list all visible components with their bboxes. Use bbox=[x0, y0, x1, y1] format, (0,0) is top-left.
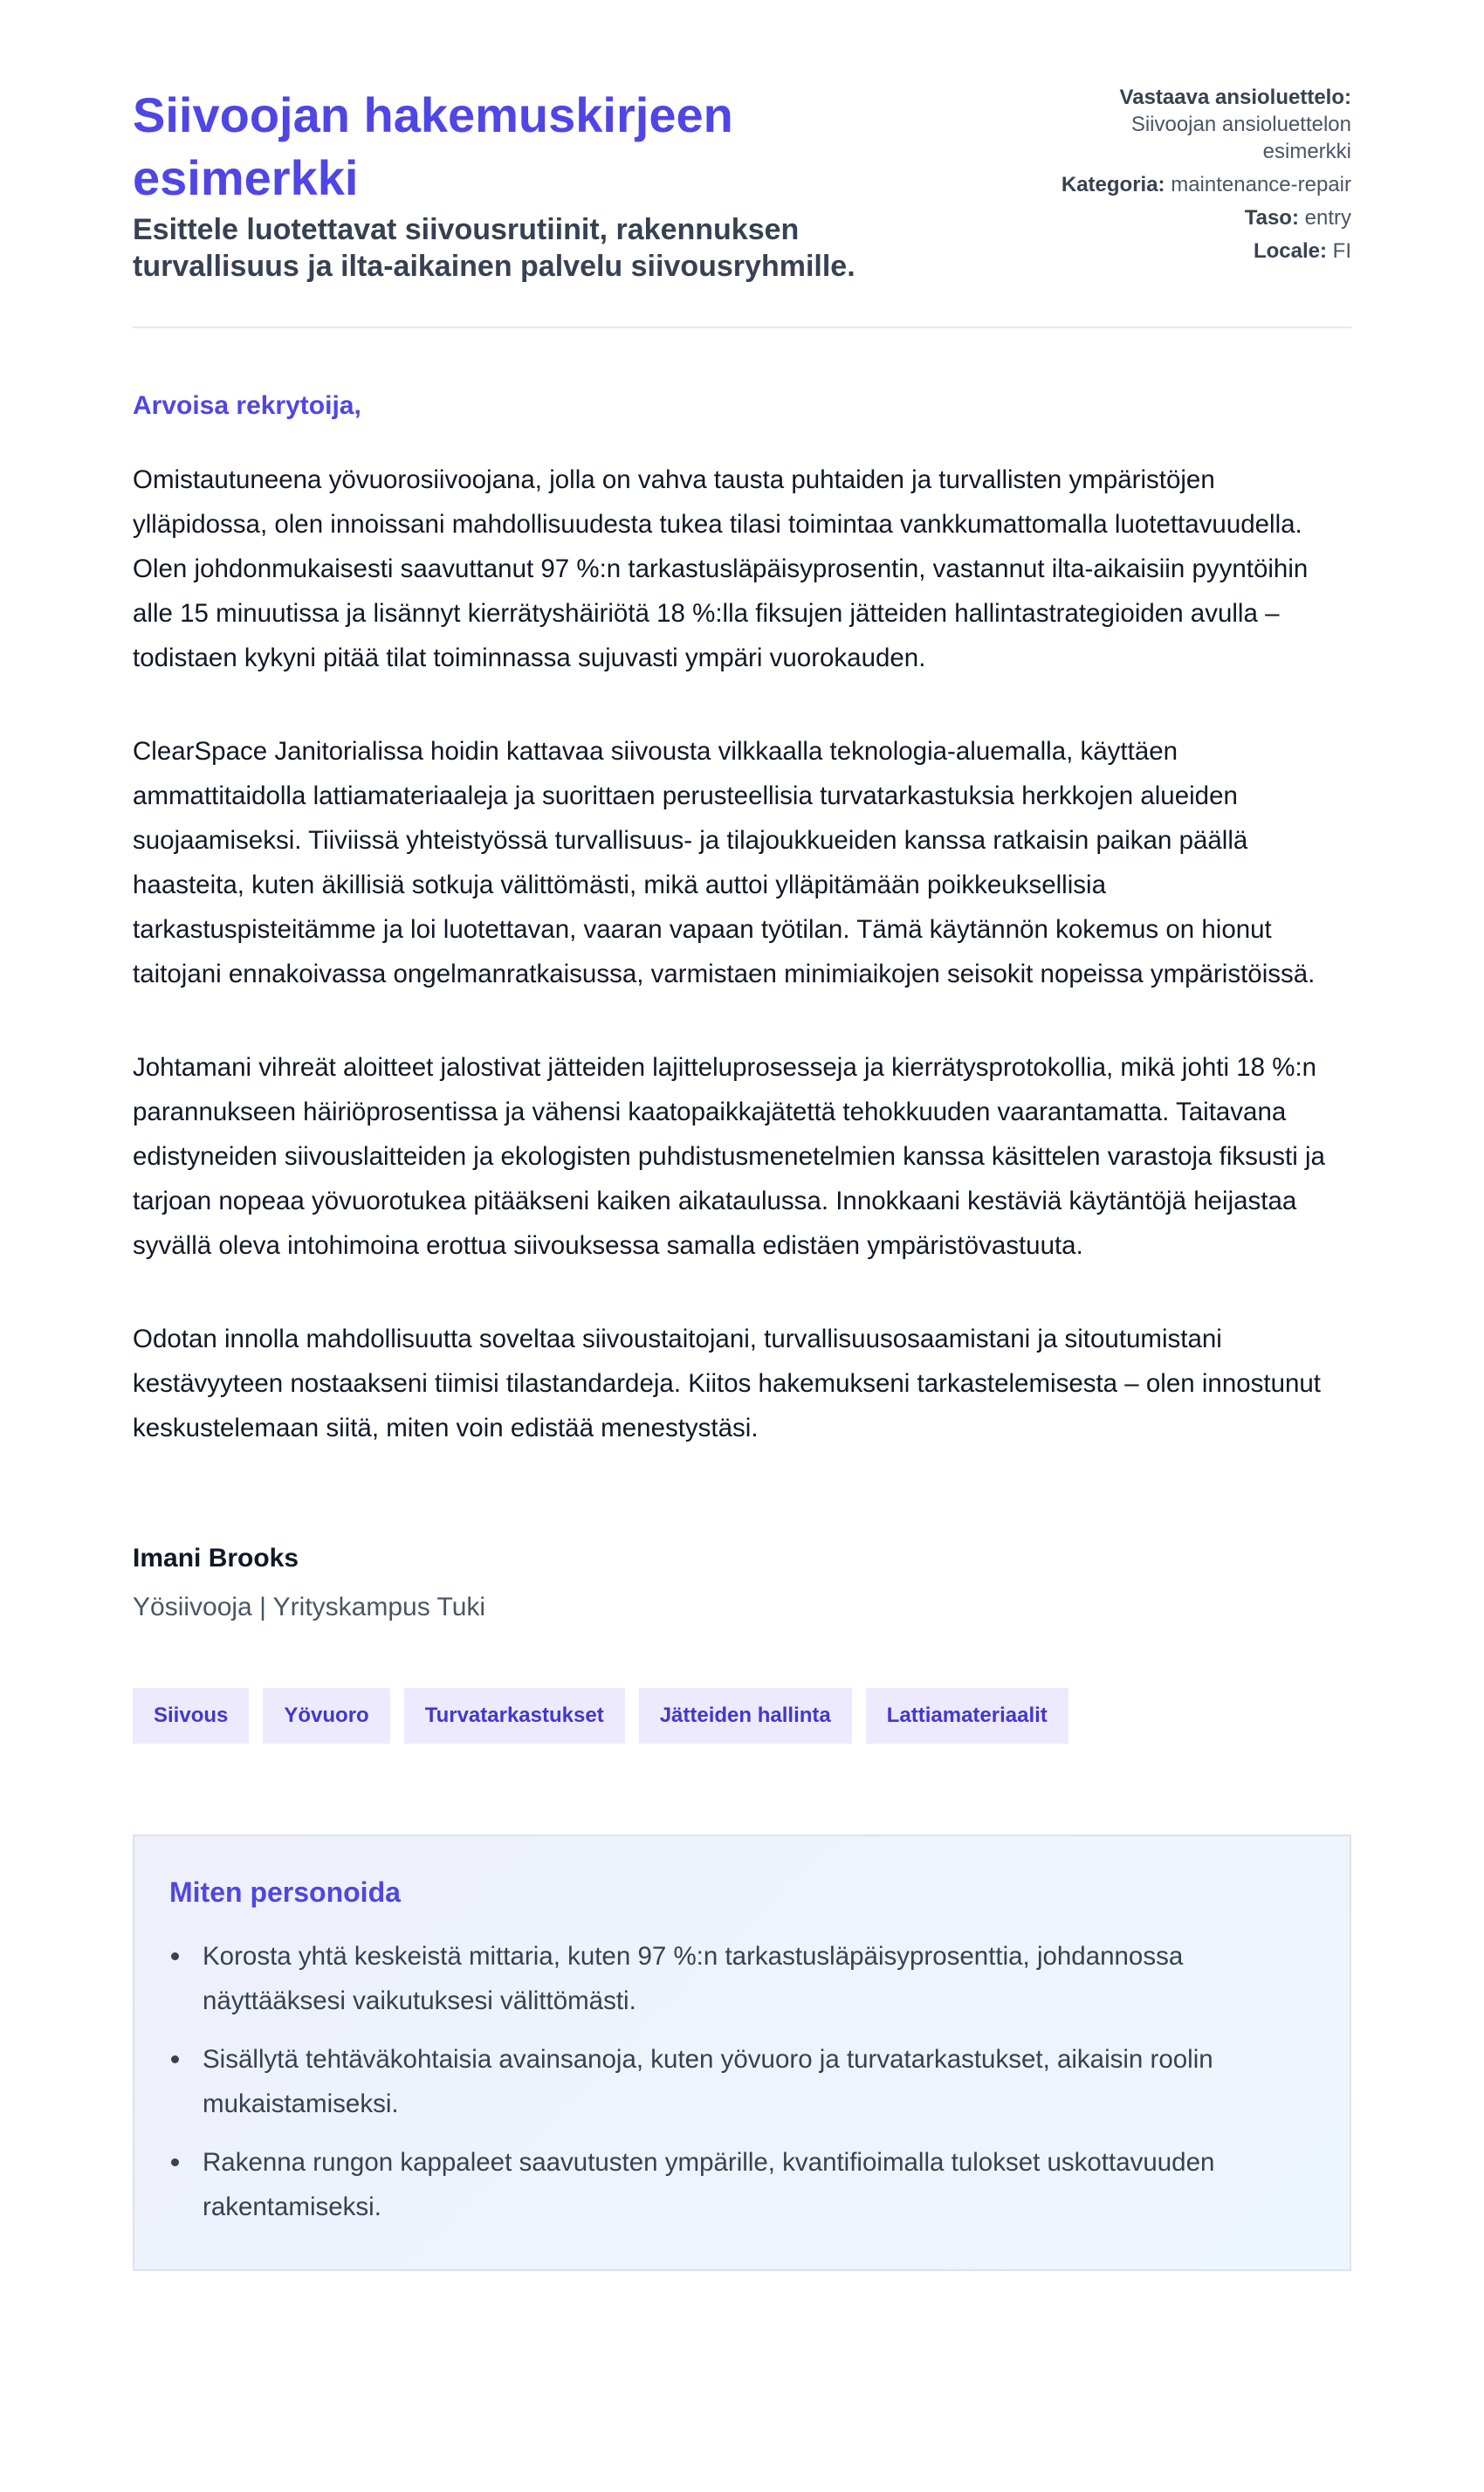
meta-category-label: Kategoria: bbox=[1061, 173, 1165, 196]
page-title: Siivoojan hakemuskirjeen esimerkki bbox=[133, 87, 733, 205]
signature-role: Yösiivooja | Yrityskampus Tuki bbox=[133, 1593, 486, 1621]
letter-paragraph-3: Johtamani vihreät aloitteet jalostivat jätteiden lajitteluprosesseja ja kierrätysprotokollia, mikä johti 18 %:n parannukseen häiriöprosentissa ja vähensi kaatopaikkajätettä tehokkuuden vaarantamatta. Taitavana edistyneiden siivouslaitteiden ja ekologisten puhdistusmenetelmien kanssa käsittelen varastoja fiksusti ja tarjoan nopeaa yövuorotukea pitääkseni kaiken aikataulussa. Innokkaani kestäviä käytäntöjä heijastaa syvällä oleva intohimoina erottua siivouksessa samalla edistäen ympäristövastuuta. bbox=[133, 1053, 1325, 1260]
bullet-icon bbox=[171, 2055, 179, 2063]
tips-item-text: Korosta yhtä keskeistä mittaria, kuten 97 %:n tarkastusläpäisyprosenttia, johdannossa näyttääksesi vaikutuksesi välittömästi. bbox=[203, 1942, 1184, 2015]
bullet-icon bbox=[171, 2158, 179, 2166]
meta-resume bbox=[985, 84, 1351, 165]
meta-level-value: entry bbox=[1304, 206, 1351, 230]
page-subtitle: Esittele luotettavat siivousrutiinit, rakennuksen turvallisuus ja ilta-aikainen palvelu siivousryhmille. bbox=[133, 213, 855, 283]
tips-list-item bbox=[169, 1934, 1315, 2023]
tips-list-item bbox=[169, 2140, 1315, 2229]
tips-item-text: Sisällytä tehtäväkohtaisia avainsanoja, kuten yövuoro ja turvatarkastukset, aikaisin roolin mukaistamiseksi. bbox=[203, 2045, 1213, 2118]
signature-name: Imani Brooks bbox=[133, 1544, 299, 1573]
meta-level-label: Taso: bbox=[1244, 206, 1299, 230]
tag-list bbox=[133, 1688, 1351, 1744]
meta-locale-label: Locale: bbox=[1253, 239, 1327, 263]
tips-item-text: Rakenna rungon kappaleet saavutusten ympärille, kvantifioimalla tulokset uskottavuuden rakentamiseksi. bbox=[203, 2148, 1215, 2221]
personalization-tips-box bbox=[133, 1835, 1351, 2271]
tips-title: Miten personoida bbox=[169, 1876, 401, 1908]
tag-chip: Jätteiden hallinta bbox=[639, 1688, 852, 1744]
meta-locale-value: FI bbox=[1332, 239, 1351, 263]
letter-body bbox=[133, 458, 1351, 1450]
meta-panel bbox=[985, 84, 1351, 271]
meta-category bbox=[985, 171, 1351, 198]
meta-level bbox=[985, 204, 1351, 231]
letter-greeting: Arvoisa rekrytoija, bbox=[133, 391, 361, 420]
header bbox=[133, 0, 1351, 285]
tag-chip: Siivous bbox=[133, 1688, 249, 1744]
title-block bbox=[133, 84, 971, 285]
tips-list bbox=[169, 1934, 1315, 2229]
meta-resume-label: Vastaava ansioluettelo: bbox=[1119, 86, 1351, 109]
bullet-icon bbox=[171, 1952, 179, 1960]
meta-category-value: maintenance-repair bbox=[1171, 173, 1351, 196]
header-divider bbox=[133, 327, 1351, 328]
tag-chip: Yövuoro bbox=[263, 1688, 389, 1744]
meta-locale bbox=[985, 237, 1351, 265]
letter-paragraph-2: ClearSpace Janitorialissa hoidin kattavaa siivousta vilkkaalla teknologia-aluemalla, käyttäen ammattitaidolla lattiamateriaaleja ja suorittaen perusteellisia turvatarkastuksia herkkojen alueiden suojaamiseksi. Tiiviissä yhteistyössä turvallisuus- ja tilajoukkueiden kanssa ratkaisin paikan päällä haasteita, kuten äkillisiä sotkuja välittömästi, mikä auttoi ylläpitämään poikkeuksellisia tarkastuspisteitämme ja loi luotettavan, vaaran vapaan työtilan. Tämä käytännön kokemus on hionut taitojani ennakoivassa ongelmanratkaisussa, varmistaen minimiaikojen seisokit nopeissa ympäristöissä. bbox=[133, 737, 1316, 988]
letter-paragraph-4: Odotan innolla mahdollisuutta soveltaa siivoustaitojani, turvallisuusosaamistani ja sitoutumistani kestävyyteen nostaakseni tiimisi tilastandardeja. Kiitos hakemukseni tarkastelemisesta – olen innostunut keskustelemaan siitä, miten voin edistää menestystäsi. bbox=[133, 1325, 1321, 1442]
letter-paragraph-1: Omistautuneena yövuorosiivoojana, jolla on vahva tausta puhtaiden ja turvallisten ympäristöjen ylläpidossa, olen innoissani mahdollisuudesta tukea tilasi toimintaa vankkumattomalla luotettavuudella. Olen johdonmukaisesti saavuttanut 97 %:n tarkastusläpäisyprosentin, vastannut ilta-aikaisiin pyyntöihin alle 15 minuutissa ja lisännyt kierrätyshäiriötä 18 %:lla fiksujen jätteiden hallintastrategioiden avulla – todistaen kykyni pitää tilat toiminnassa sujuvasti ympäri vuorokauden. bbox=[133, 465, 1309, 672]
tag-chip: Lattiamateriaalit bbox=[866, 1688, 1068, 1744]
tips-list-item bbox=[169, 2037, 1315, 2126]
meta-resume-value: Siivoojan ansioluettelon esimerkki bbox=[1130, 113, 1351, 163]
tag-chip: Turvatarkastukset bbox=[404, 1688, 625, 1744]
